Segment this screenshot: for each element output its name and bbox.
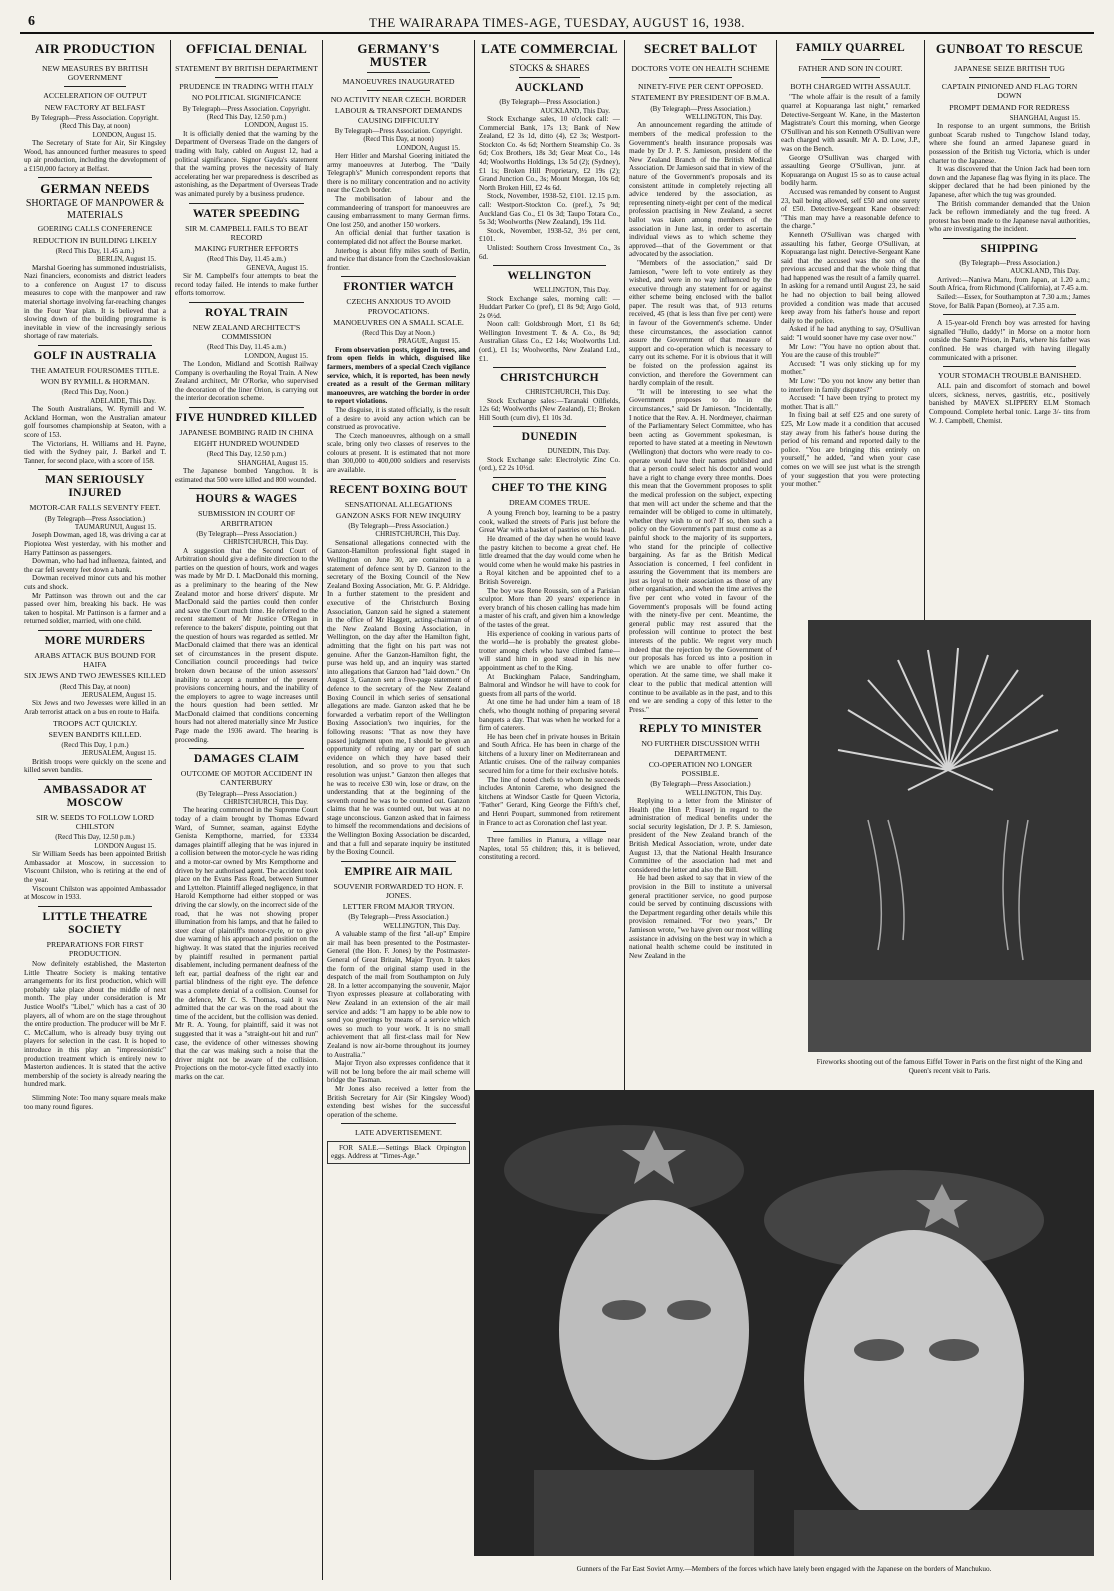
article-body: British troops were quickly on the scene and killed seven bandits. xyxy=(24,757,166,775)
headline-air-production: AIR PRODUCTION xyxy=(34,41,156,56)
divider xyxy=(943,366,1076,367)
article-body: The hearing commenced in the Supreme Court today of a claim brought by Thomas Edward Ward, of Sumner, seaman, against Edythe Genista Kempthorne, married, for £3334 damages plaintiff alleging that he was injured in a collision between the motor-cycle he was riding and a motor-car owned by Mrs Kempthorne and driven by her authorised agent. The accident took place on the Evans Pass Road, between Sumner and Lyttelton. Plaintiff alleged negligence, in that Harold Kempthorne had either stopped or was driving the car slowly, on the incorrect side of the road, that he was not showing proper illumination from his lamps, and that he failed to steer clear of plaintiff's motor-cycle, or to give due warning of his approach and position on the highway. It was stated that the injuries received by plaintiff resulted in permanent partial disablement, including permanent deafness of the left ear, partial deafness of the right ear and partial blindness of the right eye. The defence was a complete denial of a collision. Counsel for the defence, Mr C. S. Thomas, said it was admitted that the car was on the road about the time of the accident, but the collision was denied. Mr R. A. Young, for plaintiff, said it was not suggested that it was a "straight-out hit and run" case, the evidence of other witnesses showing that the car was making such a noise that the driver might not be aware of the collision. Projections on the motor-cycle fitted exactly into marks on the car. xyxy=(175,806,318,1081)
byline: (By Telegraph—Press Association.) xyxy=(44,514,146,523)
article-body: Major Tryon also expresses confidence that it will not be long before the air mail scheme will bridge the Tasman. xyxy=(327,1059,470,1085)
subhead: ARABS ATTACK BUS BOUND FOR HAIFA xyxy=(34,650,156,670)
filler-note: Three families in Pianura, a village near Naples, total 55 children; this, it is believed, constituting a record. xyxy=(479,836,620,862)
received-time: (Recd This Day, 11.45 a.m.) xyxy=(207,255,286,264)
subhead: ACCELERATION OF OUTPUT xyxy=(43,91,147,101)
divider xyxy=(821,77,880,78)
article-body: The London, Midland and Scottish Railway Company is overhauling the Royal Train. A New Zealand architect, Mr O'Rorke, who supervised the decoration of the liner Orion, is carrying out the interior decoration scheme. xyxy=(175,360,318,403)
headline-man-injured: MAN SERIOUSLY INJURED xyxy=(45,474,145,500)
divider xyxy=(189,748,304,749)
headline-five-hundred-killed: FIVE HUNDRED KILLED xyxy=(175,411,318,424)
headline-german-needs: GERMAN NEEDS xyxy=(40,181,150,197)
subhead: SUBMISSION IN COURT OF ARBITRATION xyxy=(197,509,296,528)
subhead: SEVEN BANDITS KILLED. xyxy=(48,729,142,739)
subhead: SIX JEWS AND TWO JEWESSES KILLED xyxy=(24,671,166,681)
subhead: DOCTORS VOTE ON HEALTH SCHEME xyxy=(631,64,770,73)
subhead: CAPTAIN PINIONED AND FLAG TORN DOWN xyxy=(941,82,1078,101)
article-body: In fixing bail at self £25 and one surety of £25, Mr Low made it a condition that accused stay away from his father's house during the period of his remand and reported daily to the police. "You are bringing this entirely on yourself," he added, "and when your case comes on we will see just what is the strength of your suggestion that you were protecting your mother." xyxy=(781,411,920,489)
subhead: MANOEUVRES ON A SMALL SCALE. xyxy=(333,317,464,327)
article-body: A suggestion that the Second Court of Arbitration should give a definite direction to the parties on the question of hours, work and wages was made by Mr D. I. MacDonald this morning, as a preliminary to the hearing of the New Zealand motor and horse drivers' dispute. Mr MacDonald said the parties could then confer and save the Court much time. He referred to the recent statement of Mr Justice O'Regan in reference to the bakers' dispute, pointing out that the question of hours was regarded as settled. Mr MacDonald claimed that there was an identical set of circumstances in the present dispute. Conciliation council proceedings had twice broken down because of the union assessors' inability to accept a number of the present provisions concerning hours, and the inability of the employers to agree to wage increases until the hours question had been settled. Mr MacDonald claimed that conditions concerning hours had not altered materially since Mr Justice Page made the 1936 award. The hearing is proceeding. xyxy=(175,546,318,744)
article-body: At Buckingham Palace, Sandringham, Balmoral and Windsor he will have to cook for guests from all parts of the world. xyxy=(479,672,620,698)
article-body: Mr Low: "Do you not know any better than to interfere in family disputes?" xyxy=(781,377,920,394)
headline-chef-to-king: CHEF TO THE KING xyxy=(491,482,608,495)
byline: By Telegraph—Press Association. Copyright. xyxy=(334,126,463,135)
article-body: Herr Hitler and Marshal Goering initiated the army manoeuvres at Juterbog. The "Daily Telegraph's" Munich correspondent reports that there is no military concentration and no activity near the Czech border. xyxy=(327,152,470,195)
divider xyxy=(821,59,880,60)
subhead: MANOEUVRES INAUGURATED xyxy=(342,77,455,86)
divider xyxy=(64,59,126,60)
dateline: CHRISTCHURCH, This Day. xyxy=(375,530,460,539)
divider xyxy=(38,630,152,631)
dateline: WELLINGTON, This Day. xyxy=(685,113,762,122)
article-body: It was discovered that the Union Jack had been torn down and the Japanese flag was flying in its place. The skipper declared that he had been pinioned by the Japanese, after which the tug was grounded. xyxy=(929,165,1090,199)
article-body: Sailed:—Essex, for Southampton at 7.30 a.m.; James Stove, for Balik Papan (Borneo), at 7.35 a.m. xyxy=(929,292,1090,310)
dateline: CHRISTCHURCH, This Day. xyxy=(223,538,308,547)
subhead: NO ACTIVITY NEAR CZECH. BORDER xyxy=(330,95,467,105)
headline-secret-ballot: SECRET BALLOT xyxy=(643,41,758,56)
article-body: The Japanese bombed Yangchou. It is estimated that 500 were killed and 800 wounded. xyxy=(175,467,318,484)
headline-ambassador: AMBASSADOR AT MOSCOW xyxy=(43,783,147,809)
divider xyxy=(493,265,606,266)
article-body: Stock, November, 1938-52, £101. 12.15 p.m. call: Westport-Stockton Co. (pref.), 7s 9d; Auckland Gas Co., £1 0s 3d; Taupo Totara Co., 5s 3d; Woolworths (New Zealand), 19s 11d. xyxy=(479,192,620,227)
dateline: CHRISTCHURCH, This Day. xyxy=(223,798,308,807)
subhead: NEW FACTORY AT BELFAST xyxy=(44,102,146,112)
subhead: STATEMENT BY BRITISH DEPARTMENT xyxy=(175,64,318,73)
page-number: 6 xyxy=(28,14,35,29)
subhead: NEW ZEALAND ARCHITECT'S COMMISSION xyxy=(192,322,301,341)
column-5 xyxy=(624,40,776,1095)
article-body: "Members of the association," said Dr Jamieson, "were left to vote entirely as they wished, and were in no way influenced by the executive through any statement for or against either scheme being enclosed with the ballot paper. The result was that, of 913 returns received, 45 (that is less than five per cent) were in favour of the Government's scheme. Under these circumstances, the association cannot assure the Government of that measure of support and co-operation which is necessary to carry out its scheme. For it is obvious that it will be foisted on the profession against its conviction, and therefore the Government can hardly complain of the result. xyxy=(629,258,772,388)
article-body: In response to an urgent summons, the British gunboat Scarab rushed to Tungchow Island today, where she found an armed Japanese guard in possession of the British tug Victoria, which is under charter to the Japanese. xyxy=(929,122,1090,165)
subhead: SIR M. CAMPBELL FAILS TO BEAT RECORD xyxy=(185,223,308,242)
article-body: Now definitely established, the Masterton Little Theatre Society is making tentative arrangements for its first production, which will probably take place about the middle of next month. The play under consideration is Mr Justice Woolf's "Libel," which has a cast of 30 players, all of whom are on the stage throughout the entire production. The producer will be Mr F. C. McCallum, who is already busy trying out players for selection in the cast. It is hoped to introduce in this play an "impressionistic" production treatment which is entirely new to Masterton audiences. It is stated that the active membership of the society is already nearing the hundred mark. xyxy=(24,960,166,1089)
article-body: Joseph Dowman, aged 18, was driving a car at Piopiotea West yesterday, with his mother and Harry Pattinson as passengers. xyxy=(24,531,166,557)
article-body: Replying to a letter from the Minister of Health (the Hon P. Fraser) in regard to the administration of medical benefits under the social security legislation, Dr J. P. S. Jamieson, president of the New Zealand branch of the British Medical Association, wrote, under date August 13, that the National Health Insurance Committee of the association had met and considered the letter and also the Bill. xyxy=(629,797,772,874)
article-body: From observation posts, rigged in trees, and from open fields in which, disguised like farmers, members of a special Czech vigilance service, which, it is reported, has been newly created as a result of the German military manoeuvres, are watching the border in order to report violations. xyxy=(327,345,470,406)
article-body: Stock Exchange sales, 10 o'clock call: —Commercial Bank, 17s 13; Bank of New Zealand, £2 3s 1d, ditto (4), £2 3s; Westport-Stockton Co. 4s 6d; Northern Steamship Co. 3s 6d; Cox Brothers, 18s 3d; Gear Meat Co., 14s 4d; Woolworths Holdings, 13s 5d (2); (Sydney), £1 1s; Broken Hill Proprietary, £2 19s (2); Grand Junction Co., 3s; Mount Morgan, 10s 6d; North Broken Hill, £2 4s 6d. xyxy=(479,115,620,192)
late-advertisement-label: LATE ADVERTISEMENT. xyxy=(355,1128,442,1138)
newspaper-title: THE WAIRARAPA TIMES-AGE, TUESDAY, AUGUST 16, 1938. xyxy=(368,15,746,30)
divider xyxy=(189,407,304,408)
article-body: Stock Exchange sale: Electrolytic Zinc Co. (ord.), £2 2s 10½d. xyxy=(479,455,620,473)
article-body: He had been asked to say that in view of the provision in the Bill to institute a universal general practitioner service, no good purpose could be served by continuing discussions with the Department regarding other details while this provision remained. "For two years," Dr Jamieson wrote, "we have given our most willing assistance in advising on the best way in which a national health scheme could be instituted in New Zealand in the xyxy=(629,874,772,960)
divider xyxy=(215,77,278,78)
dateline: LONDON, August 15. xyxy=(244,351,308,360)
divider xyxy=(341,276,456,277)
divider xyxy=(969,77,1050,78)
article-body: An announcement regarding the attitude of members of the medical profession to the Government's health insurance proposals was made by Dr J. P. S. Jamieson, president of the New Zealand Branch of the British Medical Association. Dr Jamieson said that in view of the nature of the Government's proposals and its consistent attitude in completely rejecting all advice tendered by the association, as representing ninety-eight per cent of the medical profession practising in New Zealand, a secret ballot was taken among members of the association in June last, in order to ascertain individual views as to which scheme they approved—that of the Government or that advocated by the association. xyxy=(629,121,772,259)
received-time: (Recd This Day, at noon) xyxy=(363,135,434,144)
dateline: JERUSALEM, August 15. xyxy=(81,749,156,758)
subhead: SHORTAGE OF MANPOWER & MATERIALS xyxy=(25,198,165,222)
subhead: GANZON ASKS FOR NEW INQUIRY xyxy=(335,510,462,520)
divider xyxy=(669,77,732,78)
subhead: FATHER AND SON IN COURT. xyxy=(798,64,903,73)
headline-reply-to-minister: REPLY TO MINISTER xyxy=(639,723,762,736)
article-body: Kenneth O'Sullivan was charged with assaulting his father, George O'Sullivan, at Kopuaranga last night. Detective-Sergeant Kane said that the accused was the son of the previous accused and that the whole thing that had happened was the result of a family quarrel. In asking for a remand until August 23, he said he had no objection to bail being allowed provided a condition was made that accused keep away from his father's house and report daily to the police. xyxy=(781,230,920,325)
dateline: SHANGHAI, August 15. xyxy=(237,458,308,467)
headline-recent-boxing-bout: RECENT BOXING BOUT xyxy=(329,483,468,496)
article-body: The mobilisation of labour and the commandeering of transport for manoeuvres are causing embarrassment to many German firms. One lost 250, and another 150 workers. xyxy=(327,195,470,229)
subhead: STATEMENT BY PRESIDENT OF B.M.A. xyxy=(631,93,770,103)
received-time: (Recd This Day, at noon) xyxy=(59,682,131,691)
article-body: Sir M. Campbell's four attempts to beat the record today failed. He intends to make further efforts tomorrow. xyxy=(175,272,318,298)
subhead: JAPANESE BOMBING RAID IN CHINA xyxy=(179,427,314,437)
divider xyxy=(643,718,758,719)
divider xyxy=(493,831,606,832)
article-body: The disguise, it is stated officially, is the result of a desire to avoid any action which can be construed as provocative. xyxy=(327,405,470,432)
subhead: TROOPS ACT QUICKLY. xyxy=(52,718,138,728)
ad-headline: YOUR STOMACH TROUBLE BANISHED. xyxy=(937,371,1082,381)
divider xyxy=(189,488,304,489)
dateline: LONDON, August 15. xyxy=(396,143,460,152)
subhead: PROMPT DEMAND FOR REDRESS xyxy=(949,102,1070,112)
article-body: A young French boy, learning to be a pastry cook, walked the streets of Paris just before the Great War with a basket of pastries on his head. xyxy=(479,509,620,535)
section-christchurch: CHRISTCHURCH xyxy=(500,372,599,385)
ad-text: ALL pain and discomfort of stomach and bowel ulcers, sickness, nerves, gastritis, etc., positively banished by MAVEX SLIPPERY ELM Stomach Compound. Complete herbal tonic. Large 3/- tins from W. J. Campbell, Chemist. xyxy=(929,382,1090,425)
article-body: Accused: "I have been trying to protect my mother. That is all." xyxy=(781,394,920,411)
article-body: Sensational allegations connected with the Ganzon-Hamilton professional fight staged in Wellington on June 30, are contained in a statement of defence sent by D. Ganzon to the secretary of the Boxing Council of the New Zealand Boxing Association, Mr. G. P. Aldridge. In a further statement to the president and executive of the Christchurch Boxing Association, Ganzon said he signed a statement in the office of Mr Haggett, acting-chairman of the New Zealand Boxing Association, in Wellington, on the day after the Hamilton fight, admitting that the fight on his part was not genuine. After the Ganzon-Hamilton fight, the purse was held up, and an inquiry was started into allegations that Ganzon had "laid down." On August 3, Ganzon sent a five-page statement of defence to the secretary of the New Zealand Boxing Council in which series of sensational allegations are made. Ganzon asked that he be forwarded a verbatim report of the Wellington Boxing Association's two inquiries, for the following reasons: "That as now they have passed judgment upon me, I should be given an opportunity of refuting any or part of such evidence on which they have based their resolution, and so prove to you that such resolution was unjust." Ganzon then alleges that he was to receive £30 win, lose or draw, on the understanding that at the beginning of the seventh round he was to be counted out. Ganzon claims that he was counted out, but was at no stage unconscious. Ganzon asked that in fairness to himself the recommendations and decisions of the Wellington Boxing Association be discarded, and that a full and separate inquiry be instituted by the Boxing Council. xyxy=(327,538,470,857)
column-2 xyxy=(170,40,322,1580)
received-time: (Recd This Day, Noon.) xyxy=(61,388,129,397)
article-body: An official denial that further taxation is contemplated did not affect the Bourse market. xyxy=(327,229,470,246)
subhead: MAKING FURTHER EFFORTS xyxy=(194,243,299,253)
byline: By Telegraph—Press Association. Copyright. xyxy=(182,104,311,113)
subhead: DREAM COMES TRUE. xyxy=(508,498,591,508)
divider xyxy=(493,477,606,478)
article-body: Accused: "I was only sticking up for my mother." xyxy=(781,359,920,377)
received-time: (Recd This Day, 12.50 p.m.) xyxy=(206,450,287,459)
subhead: STOCKS & SHARES xyxy=(509,63,590,73)
dateline: LONDON, August 15. xyxy=(244,121,308,130)
section-dunedin: DUNEDIN xyxy=(521,431,578,444)
dateline: JERUSALEM, August 15. xyxy=(81,690,156,699)
divider xyxy=(189,203,304,204)
article-body: The British commander demanded that the Union Jack be reflown immediately and the tug freed. A protest has been made to the Japanese naval authorities, who are investigating the incident. xyxy=(929,199,1090,234)
filler-note: Slimming Note: Too many square meals make too many round figures. xyxy=(24,1094,166,1111)
byline: (By Telegraph—Press Association.) xyxy=(650,104,751,113)
headline-more-murders: MORE MURDERS xyxy=(44,634,146,647)
subhead: LABOUR & TRANSPORT DEMANDS CAUSING DIFFICULTY xyxy=(334,106,463,125)
article-body: Asked if he had anything to say, O'Sullivan said: "I would sooner have my case over now." xyxy=(781,325,920,343)
divider xyxy=(519,59,580,60)
section-auckland: AUCKLAND xyxy=(515,82,584,95)
article-body: Stock, November, 1938-52, 3½ per cent, £101. xyxy=(479,226,620,244)
subhead: NO POLITICAL SIGNIFICANCE xyxy=(191,93,302,103)
dateline: WELLINGTON, This Day. xyxy=(383,921,460,930)
article-body: The Czech manoeuvres, although on a small scale, bring only two classes of reserves to the colours at present. It is estimated that not more than 300,000 to 400,000 soldiers and reservists are available. xyxy=(327,431,470,475)
headline-germanys-muster: GERMANY'S MUSTER xyxy=(357,41,440,69)
article-body: "The whole affair is the result of a family quarrel at Kopuaranga last night," remarked Detective-Sergeant W. Kane, in the Masterton Magistrate's Court this morning, when George O'Sullivan and his son Kenneth O'Sullivan were each charged with assault. Mr A. D. Low, J.P., was on the Bench. xyxy=(781,93,920,153)
article-body: The Secretary of State for Air, Sir Kingsley Wood, has announced further measures to speed up air production, including the development of a £150,000 factory at Belfast. xyxy=(24,139,166,173)
subhead: JAPANESE SEIZE BRITISH TUG xyxy=(954,64,1065,73)
received-time: (Recd This Day, 11.45 a.m.) xyxy=(55,246,135,255)
article-body: Stock Exchange sales, morning call: —Huddart Parker Co (pref), £1 8s 9d; Argo Gold, 2s 0½d. xyxy=(479,294,620,320)
dateline: LONDON, August 15. xyxy=(92,130,156,139)
received-time: (Recd This Day, 11.45 a.m.) xyxy=(207,343,286,352)
divider xyxy=(341,861,456,862)
dateline: TAUMARUNUI, August 15. xyxy=(74,522,156,531)
headline-shipping: SHIPPING xyxy=(980,242,1039,255)
divider xyxy=(341,1123,456,1124)
dateline: GENEVA, August 15. xyxy=(246,263,308,272)
article-body: Stock Exchange sales:—Taranaki Oilfields, 12s 6d; Woolworths (New Zealand), £1; Broken Hill South (cum div), £1 10s 3d. xyxy=(479,396,620,422)
byline: (By Telegraph—Press Association.) xyxy=(650,780,751,789)
masthead xyxy=(20,12,1094,34)
soviet-gunners-photo xyxy=(474,1090,1094,1556)
article-body: Arrived:—Naniwa Maru, from Japan, at 1.20 a.m.; South Africa, from Richmond (California), at 7.45 a.m. xyxy=(929,275,1090,293)
headline-hours-wages: HOURS & WAGES xyxy=(195,493,298,506)
divider xyxy=(943,314,1076,315)
divider xyxy=(341,479,456,480)
article-body: Marshal Goering has summoned industrialists, Nazi financiers, economists and district leaders to a conference on August 17 to discuss measures to cope with the manpower and raw material shortage involving far-reaching changes in the Four Year plan. It is believed that a slowing down of the building programme is inevitable in view of the increasingly serious shortage of raw materials. xyxy=(24,263,166,341)
subhead: BOTH CHARGED WITH ASSAULT. xyxy=(790,82,911,92)
dateline: CHRISTCHURCH, This Day. xyxy=(525,388,610,397)
subhead: WON BY RYMILL & HORMAN. xyxy=(40,377,150,387)
subhead: MOTOR-CAR FALLS SEVENTY FEET. xyxy=(29,503,161,513)
divider xyxy=(969,59,1050,60)
section-wellington: WELLINGTON xyxy=(507,270,592,283)
subhead: THE AMATEUR FOURSOMES TITLE. xyxy=(30,365,160,375)
subhead: GOERING CALLS CONFERENCE xyxy=(37,224,153,234)
article-body: Viscount Chilston was appointed Ambassador at Moscow in 1933. xyxy=(24,884,166,902)
dateline: WELLINGTON, This Day. xyxy=(533,286,610,295)
subhead: SENSATIONAL ALLEGATIONS xyxy=(344,499,453,509)
dateline: DUNEDIN, This Day. xyxy=(547,447,610,456)
article-body: Mr Pattinson was thrown out and the car passed over him, breaking his back. He was taken to hospital. Mr Pattinson is a farmer and a returned soldier, married, with one child. xyxy=(24,591,166,626)
article-body: Dowman, who had had influenza, fainted, and the car fell seventy feet down a bank. xyxy=(24,557,166,574)
dateline: WELLINGTON, This Day. xyxy=(685,788,762,797)
received-time: (Recd This Day, 1 p.m.) xyxy=(61,740,129,749)
article-body: He dreamed of the day when he would leave the pastry kitchen to become a great chef. He little dreamed that the day would come when he would come when he would make his pastries in a Royal kitchen and be appointed chef to a British Sovereign. xyxy=(479,535,620,586)
subhead: NEW MEASURES BY BRITISH GOVERNMENT xyxy=(42,64,148,83)
subhead: OUTCOME OF MOTOR ACCIDENT IN CANTERBURY xyxy=(180,769,313,788)
dateline: BERLIN, August 15. xyxy=(96,255,156,264)
subhead: NO FURTHER DISCUSSION WITH DEPARTMENT. xyxy=(641,739,760,758)
subhead: LETTER FROM MAJOR TRYON. xyxy=(342,902,455,912)
divider xyxy=(38,779,152,780)
soviet-gunners-caption: Gunners of the Far East Soviet Army.—Members of the forces which have lately been engaged with the Japanese on the borders of Manchukuo. xyxy=(576,1565,992,1573)
article-body: The Victorians, H. Williams and H. Payne, tied with the Sydney pair, J. Barkel and T. Tanner, for second place, with a score of 158. xyxy=(24,439,166,465)
subhead: REDUCTION IN BUILDING LIKELY xyxy=(32,235,158,245)
article-body: Accused was remanded by consent to August 23, bail being allowed, self £50 and one surety of £50. Detective-Sergeant Kane observed: "This man may have a reasonable defence to the charge." xyxy=(781,187,920,231)
divider xyxy=(38,345,152,346)
article-body: Six Jews and two Jewesses were killed in an Arab terrorist attack on a bus en route to Haifa. xyxy=(24,699,166,716)
article-body: Mr Low: "You have no option about that. You are the cause of this trouble?" xyxy=(781,342,920,360)
fireworks-caption: Fireworks shooting out of the famous Eiffel Tower in Paris on the first night of the King and Queen's recent visit to Paris. xyxy=(816,1058,1083,1075)
article-body: Mr Jones also received a letter from the British Secretary for Air (Sir Kingsley Wood) extending best wishes for the successful operation of the scheme. xyxy=(327,1084,470,1119)
column-4 xyxy=(474,40,624,1095)
divider xyxy=(367,90,430,91)
divider xyxy=(493,426,606,427)
dateline: SHANGHAI, August 15. xyxy=(1009,113,1080,122)
column-7 xyxy=(924,40,1094,650)
fireworks-photo xyxy=(808,620,1091,1052)
article-body: A 15-year-old French boy was arrested for having signalled "Hullo, daddy!" in Morse on a motor horn outside the Sante Prison, in Paris, where his father was confined. He was charged with having illegally communicated with a prisoner. xyxy=(929,319,1090,362)
divider xyxy=(943,238,1076,239)
headline-little-theatre: LITTLE THEATRE SOCIETY xyxy=(42,910,148,936)
headline-royal-train: ROYAL TRAIN xyxy=(205,306,288,319)
article-body: The boy was Rene Roussin, son of a Parisian sculptor. More than 20 years' experience in every branch of his chosen calling has made him a master of his craft, and given him a knowledge of the tastes of the great. xyxy=(479,586,620,629)
article-body: His experience of cooking in various parts of the world—he is probably the greatest globe-trotter among chefs who have climbed fame—will stand him in good stead in his new appointment as chef to the King. xyxy=(479,629,620,672)
subhead: PRUDENCE IN TRADING WITH ITALY xyxy=(179,82,314,92)
headline-empire-air-mail: EMPIRE AIR MAIL xyxy=(344,865,453,878)
column-6 xyxy=(776,40,924,650)
article-body: At one time he had under him a team of 18 chefs, who thought nothing of preparing several banquets a day. That was when he worked for a firm of caterers. xyxy=(479,698,620,733)
received-time: (Recd This Day, 12.50 p.m.) xyxy=(55,833,135,842)
byline: (By Telegraph—Press Association.) xyxy=(959,258,1060,267)
divider xyxy=(493,367,606,368)
dateline: AUCKLAND, This Day. xyxy=(1010,267,1080,276)
divider xyxy=(64,86,126,87)
headline-family-quarrel: FAMILY QUARREL xyxy=(796,42,905,54)
subhead: PREPARATIONS FOR FIRST PRODUCTION. xyxy=(46,939,144,958)
divider xyxy=(38,469,152,470)
byline: (By Telegraph—Press Association.) xyxy=(196,789,297,798)
received-time: (Recd This Day at Noon.) xyxy=(362,328,435,337)
byline: By Telegraph—Press Association. Copyright. xyxy=(31,113,159,122)
article-body: He has been chef in private houses in Britain and South Africa. He has been in charge of the kitchens of a luxury liner on Mediterranean and Atlantic cruises. One of the railway companies secured him for a time for their exclusive hotels. xyxy=(479,732,620,776)
divider xyxy=(215,59,278,60)
classified-ad xyxy=(327,1141,470,1164)
divider xyxy=(189,302,304,303)
dateline: PRAGUE, August 15. xyxy=(398,337,460,346)
subhead: NINETY-FIVE PER CENT OPPOSED. xyxy=(637,82,764,92)
headline-damages-claim: DAMAGES CLAIM xyxy=(193,753,300,766)
article-body: A valuable stamp of the first "all-up" Empire air mail has been presented to the Postmaster-General (the Hon. F. Jones) by the Postmaster-General of Great Britain, Major Tryon. It takes the form of the original stamp used in the despatch of the mail from Southampton on July 28. In a letter accompanying the souvenir, Major Tryon expresses pleasure at collaborating with New Zealand in an extension of the air mail service and adds: "I am happy to be able now to send you greetings by means of a service which owes so much to your work. It is no small achievement that all first-class mail for New Zealand is now air-borne throughout its journey to Australia." xyxy=(327,930,470,1059)
article-body: Unlisted: Southern Cross Investment Co., 3s 6d. xyxy=(479,243,620,261)
divider xyxy=(367,72,430,73)
article-body: George O'Sullivan was charged with assaulting George O'Sullivan, junr. at Kopuaranga on August 15 so as to cause actual bodily harm. xyxy=(781,153,920,188)
headline-water-speeding: WATER SPEEDING xyxy=(192,207,301,220)
article-body: It is officially denied that the warning by the Department of Overseas Trade on the dangers of trading with Italy, cabled on August 12, had a political significance. Signor Gayda's statement that the warning proves the necessity of Italy accelerating her war preparedness is described as astonishing, as the Department of Overseas Trade was animated purely by a business prudence. xyxy=(175,129,318,198)
article-body: Noon call: Goldsbrough Mort, £1 8s 6d; Wellington Investment T. & A. Co., 8s 9d; Australian Glass Co., £2 14s; Woolworths Ltd. (ord.), £1 1s; Woolworths, New Zealand Ltd., £1. xyxy=(479,320,620,363)
subhead: CZECHS ANXIOUS TO AVOID PROVOCATIONS. xyxy=(346,297,451,316)
headline-frontier-watch: FRONTIER WATCH xyxy=(343,281,454,294)
headline-golf: GOLF IN AUSTRALIA xyxy=(33,349,157,362)
article-body: The line of noted chefs to whom he succeeds includes Antonin Careme, who designed the kitchens at Windsor Castle for Queen Victoria, "Father" Gerard, King George the Fifth's chef, and Henri Poupart, summoned from retirement in France to act as Coronation chef last year. xyxy=(479,775,620,827)
article-body: Sir William Seeds has been appointed British Ambassador at Moscow, in succession to Viscount Chilston, who is retiring at the end of the year. xyxy=(24,850,166,884)
article-body: "It will be interesting to see what the Government proposes to do in the circumstances," said Dr Jamieson. "Incidentally, I notice that the Rev. A. H. Nordmeyer, chairman of the Parliamentary Select Committee, who has been acting as Government spokesman, is reported to have stated at a meeting in Newtown (Wellington) that doctors who were ready to co-operate would have their names published and that a person could select his doctor and would have a right to change every three months. Does this mean that the Government proposes to split the medical profession on the subject, expecting that men will act under the scheme and that the remainder will be obliged to come in ultimately, whether they wish to or not? If so, then such a policy on the Government's part must come as a painful shock to the majority of its supporters, who stand for the principle of collective bargaining. As far as the British Medical Association is concerned, I feel confident in assuring the Government that its members are just as loyal to their association as those of any other organisation, and when the time arrives the five per cent who voted in favour of the Government's proposals will be found acting with the ninety-five per cent. Meantime, the general public may rest assured that the profession will continue to protect the best interests of the public. We regret very much indeed that the rejection by the Government of our proposals has forced us into a position in which we are unable to offer further co-operation. At the same time, we shall make it clear to the public that medical attention will continue to be available as in the past, and to this end we are sending a copy of this letter to the Press." xyxy=(629,387,772,714)
subhead: SIR W. SEEDS TO FOLLOW LORD CHILSTON xyxy=(36,812,154,832)
divider xyxy=(38,906,152,907)
received-time: (Recd This Day, at noon) xyxy=(59,122,131,131)
divider xyxy=(669,59,732,60)
divider xyxy=(519,77,580,78)
dateline: AUCKLAND, This Day. xyxy=(540,106,610,115)
headline-late-commercial: LATE COMMERCIAL xyxy=(481,41,618,56)
article-body: The South Australians, W. Rymill and W. Ackland Horman, won the Australian amateur golf foursomes championship at Seaton, with a score of 153. xyxy=(24,405,166,439)
dateline: ADELAIDE, This Day. xyxy=(90,396,156,405)
soviet-gunners-illustration xyxy=(474,1090,1094,1556)
subhead: SOUVENIR FORWARDED TO HON. F. JONES. xyxy=(333,881,464,901)
headline-official-denial: OFFICIAL DENIAL xyxy=(185,41,308,56)
byline: (By Telegraph—Press Association.) xyxy=(196,529,297,538)
ad-text: FOR SALE.—Settings Black Orpington eggs. Address at "Times-Age." xyxy=(331,1143,466,1161)
fireworks-illustration xyxy=(808,620,1091,1052)
article-body: Dowman received minor cuts and his mother cuts and shock. xyxy=(24,574,166,591)
byline: (By Telegraph—Press Association.) xyxy=(348,522,449,531)
article-body: Juterbog is about fifty miles south of Berlin, and twice that distance from the Czechoslovakian frontier. xyxy=(327,246,470,272)
headline-gunboat-to-rescue: GUNBOAT TO RESCUE xyxy=(935,41,1084,56)
divider xyxy=(38,177,152,178)
byline: (By Telegraph—Press Association.) xyxy=(499,98,600,107)
received-time: (Recd This Day, 12.50 p.m.) xyxy=(206,113,287,122)
dateline: LONDON August 15. xyxy=(94,841,156,850)
subhead: EIGHT HUNDRED WOUNDED xyxy=(193,439,300,449)
byline: (By Telegraph—Press Association.) xyxy=(348,913,449,922)
column-3 xyxy=(322,40,474,1580)
column-1 xyxy=(20,40,170,1580)
subhead: CO-OPERATION NO LONGER POSSIBLE. xyxy=(648,759,753,778)
